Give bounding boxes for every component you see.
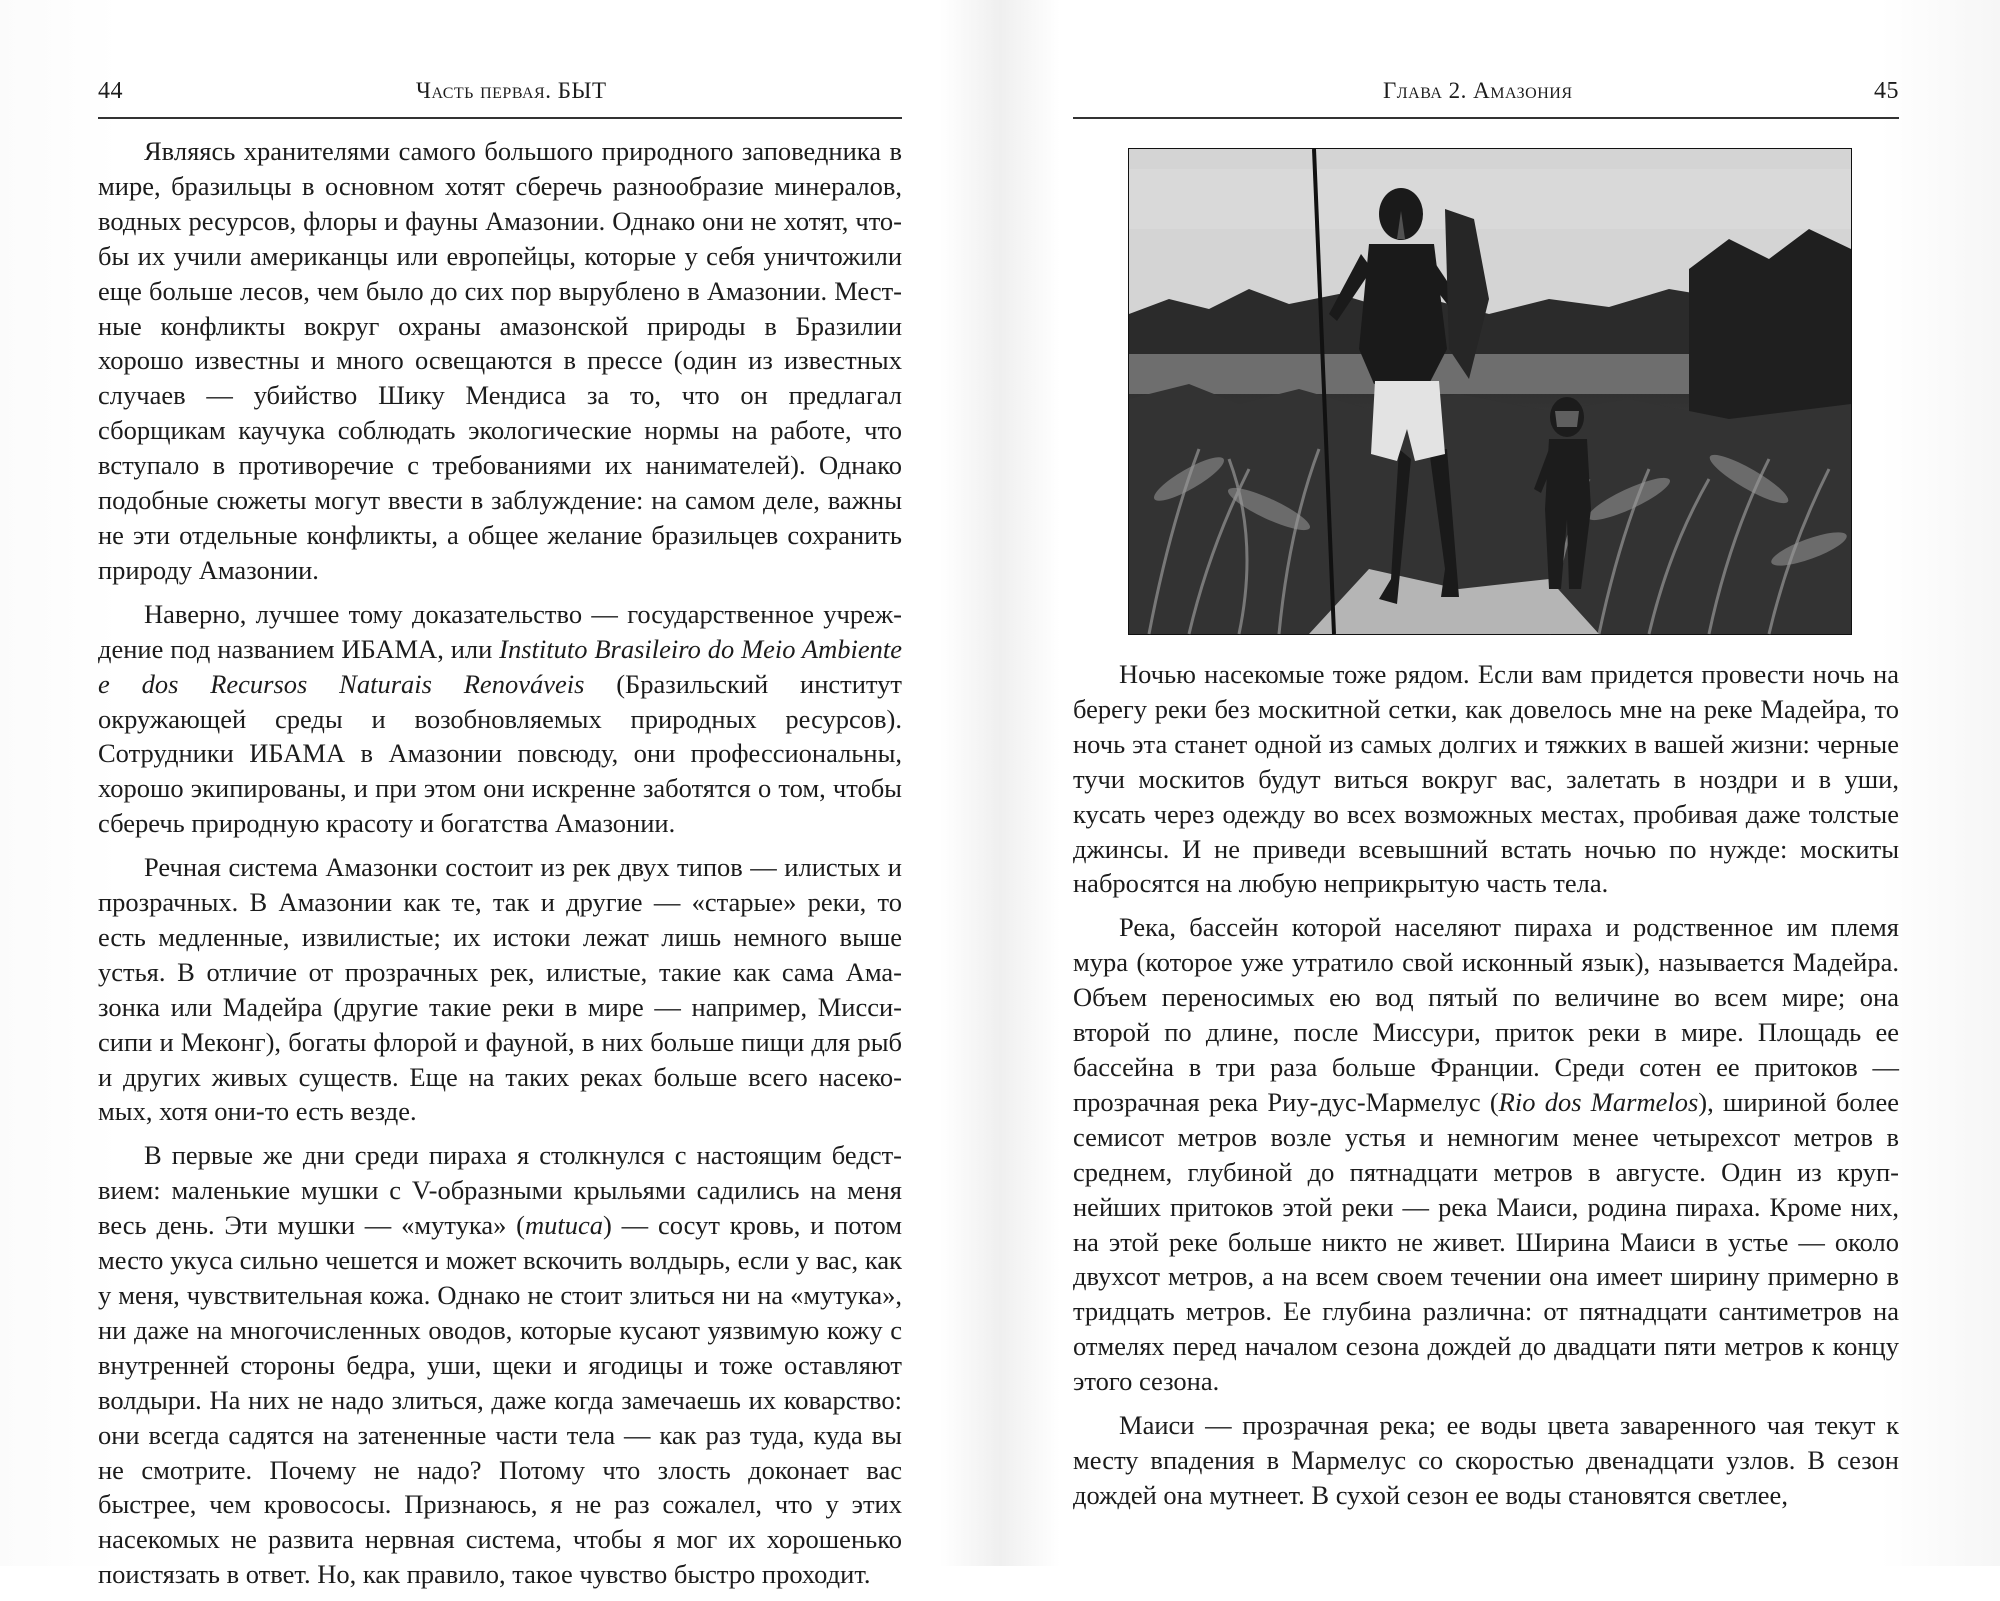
text-segment: Наверно, лучшее тому доказательство — государственное учреждение под названием ИБАМА, или (98, 598, 902, 664)
page-number: 45 (1874, 78, 1899, 104)
paragraph (1073, 910, 1899, 1399)
left-text-column (98, 134, 902, 1601)
header-rule (1073, 117, 1899, 119)
text-segment: Речная система Амазонки состоит из рек двух типов — илистых и прозрачных. В Амазонии как те, так и другие — «старые» реки, то есть медленные, извилистые; их истоки лежат лишь немного выше устья. В отличие от прозрачных рек, илистые, такие как сама Амазонка или Мадейра (другие такие реки в мире — например, Миссисипи и Меконг), богаты флорой и фауной, в них больше пищи для рыб и других живых существ. Еще на таких реках больше всего насекомых, хотя они-то есть везде. (98, 852, 902, 1127)
text-segment: (Бразильский институт окружающей среды и возобновляемых природных ресурсов). Сотрудники ИБАМА в Амазонии повсюду, они профессиональны, хорошо экипированы, и при этом они искренне заботятся о том, чтобы сберечь природную красоту и богатства Амазонии. (98, 668, 902, 839)
header-rule (98, 117, 902, 119)
text-segment: Река, бассейн которой населяют пираха и родственное им племя мура (которое уже утратило свой исконный язык), называется Мадейра. Объем переносимых ею вод пятый по величине во всем мире; она второй по длине, после Миссури, приток реки в мире. Площадь ее бассейна в три раза больше Франции. Среди сотен ее притоков — прозрачная река Риу-дус-Мармелус ( (1073, 912, 1899, 1117)
photo-icon (1129, 149, 1851, 634)
paragraph (1073, 657, 1899, 901)
text-segment: Ночью насекомые тоже рядом. Если вам придется провести ночь на берегу реки без москитной сетки, как довелось мне на реке Мадейра, то ночь эта станет одной из самых долгих и тяжких в вашей жизни: черные тучи москитов будут виться вокруг вас, залетать в ноздри и в уши, кусать через одежду во всех возможных местах, пробивая даже толстые джинсы. И не приведи всевышний встать ночью по нужде: москиты набросятся на любую неприкрытую часть тела. (1073, 659, 1899, 899)
photo-illustration (1128, 148, 1852, 635)
paragraph (98, 1138, 902, 1592)
text-segment: В первые же дни среди пираха я столкнулся с настоящим бедствием: маленькие мушки с V-образными крыльями садились на меня весь день. Эти мушки — «мутука» ( (98, 1140, 902, 1241)
italic-text-segment: Rio dos Marmelos (1498, 1086, 1699, 1117)
paragraph (1073, 1408, 1899, 1513)
paragraph (98, 850, 902, 1129)
text-segment: ), шириной более семисот метров возле устья и немногим менее четырехсот метров в среднем, глубиной до пятнадцати метров в августе. Один из крупнейших притоков этой реки — река Маиси, родина пираха. Кроме них, на этой реке больше никто не живет. Ширина Маиси в устье — около двухсот метров, а на всем своем течении она имеет ширину примерно в тридцать метров. Ее глубина различна: от пятнадцати сантиметров на отмелях перед началом сезона дождей до двадцати пяти метров к концу этого сезона. (1073, 1086, 1899, 1397)
text-segment: Маиси — прозрачная река; ее воды цвета заваренного чая текут к месту впадения в Мармелус со скоростью двенадцати узлов. В сезон дождей она мутнеет. В сухой сезон ее воды становятся светлее, (1073, 1410, 1899, 1510)
text-segment: ) — сосут кровь, и потом место укуса сильно чешется и может вскочить волдырь, если у вас, как у меня, чувствительная кожа. Однако не стоит злиться ни на «мутука», ни даже на многочисленных оводов, которые кусают уязвимую кожу с внутренней стороны бедра, уши, щеки и ягодицы и тоже оставляют волдыри. На них не надо злиться, даже когда замечаешь их коварство: они всегда садятся на затененные части тела — как раз туда, куда вы не смотрите. Почему не надо? Потому что злость доконает вас быстрее, чем кровососы. Признаюсь, я не раз сожалел, что у этих насекомых не развита нервная система, чтобы я мог их хорошенько поистязать в ответ. Но, как правило, такое чувство быстро проходит. (98, 1210, 902, 1590)
left-page-header (98, 76, 902, 110)
text-segment: Являясь хранителями самого большого природного заповедника в мире, бразильцы в основном хотят сберечь разнообразие минералов, водных ресурсов, флоры и фауны Амазонии. Однако они не хотят, чтобы их учили американцы или европейцы, которые у себя уничтожили еще больше лесов, чем было до сих пор вырублено в Амазонии. Местные конфликты вокруг охраны амазонской природы в Бразилии хорошо известны и много освещаются в прессе (один из известных случаев — убийство Шику Мендиса за то, что он предлагал сборщикам каучука соблюдать экологические нормы на работе, что вступало в противоречие с требованиями их нанимателей). Однако подобные сюжеты могут ввести в заблуждение: на самом деле, важны не эти отдельные конфликты, а общее желание бразильцев сохранить природу Амазонии. (98, 136, 902, 585)
paragraph (98, 597, 902, 841)
right-page-header (1073, 76, 1899, 110)
italic-text-segment: mutuca (525, 1210, 604, 1241)
right-text-column (1073, 657, 1899, 1522)
paragraph (98, 134, 902, 588)
left-page (0, 0, 1000, 1590)
running-title: Глава 2. Амазония (1383, 78, 1573, 103)
italic-text-segment: Instituto Brasileiro do Meio Ambiente e dos Recursos Naturais Renováveis (98, 633, 903, 699)
running-title: Часть первая. БЫТ (416, 78, 607, 103)
right-page (1000, 0, 2000, 1566)
page-number: 44 (98, 78, 123, 104)
